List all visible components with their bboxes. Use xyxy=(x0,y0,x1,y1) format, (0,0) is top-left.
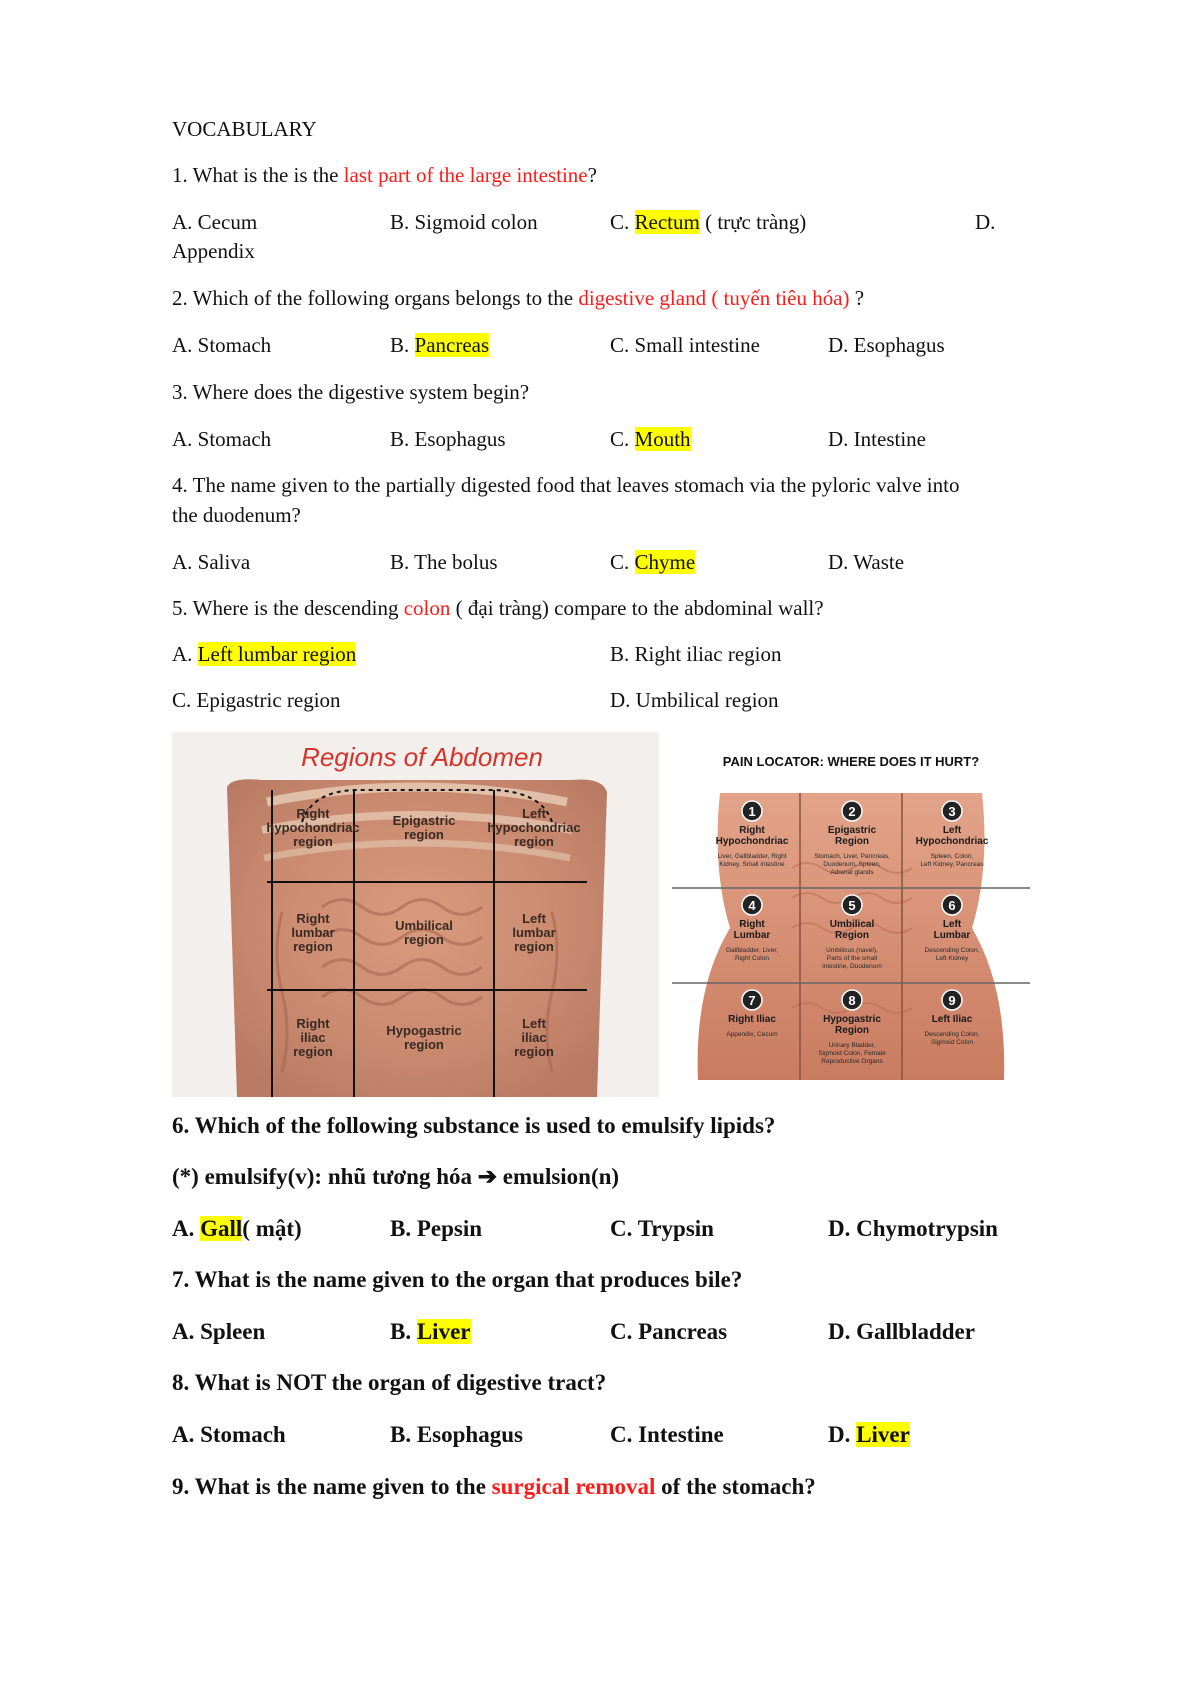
arrow-right-icon: ➔ xyxy=(477,1164,498,1189)
region-name: Region xyxy=(835,836,869,847)
q1-option-a: A. Cecum xyxy=(172,210,258,234)
q6-option-a xyxy=(172,1215,302,1243)
region-label-line: region xyxy=(514,1044,554,1059)
region-number: 7 xyxy=(748,993,756,1008)
region-name: Lumbar xyxy=(933,930,971,941)
region-label-line: iliac xyxy=(300,1030,326,1045)
question-2-text: 2. Which of the following organs belongs to the xyxy=(172,286,579,310)
region-organs: Descending Colon, xyxy=(924,947,980,954)
region-label-line: region xyxy=(404,1037,444,1052)
question-5-text: 5. Where is the descending xyxy=(172,596,404,620)
q6-option-b: B. Pepsin xyxy=(390,1216,483,1241)
q1-answer-highlight: Rectum xyxy=(634,210,700,234)
region-label-line: Epigastric xyxy=(392,813,456,828)
region-name: Epigastric xyxy=(827,825,877,836)
q5-option-b: B. Right iliac region xyxy=(610,642,782,666)
region-name: Right Iliac xyxy=(728,1014,776,1025)
region-organs: Parts of the small xyxy=(826,955,878,962)
q6-option-c: C. Trypsin xyxy=(610,1216,714,1241)
q8-option-a: A. Stomach xyxy=(172,1422,286,1447)
region-label-line: hypochondriac xyxy=(266,820,360,835)
q3-option-b: B. Esophagus xyxy=(390,427,506,451)
q2-option-d: D. Esophagus xyxy=(828,333,945,357)
q4-option-d: D. Waste xyxy=(828,550,905,574)
q2-answer-highlight: Pancreas xyxy=(414,333,490,357)
q2-option-a: A. Stomach xyxy=(172,333,272,357)
region-number: 8 xyxy=(848,993,856,1008)
q3-option-c-letter: C. xyxy=(610,427,635,451)
region-name: Left xyxy=(942,825,962,836)
region-label-line: Left xyxy=(522,1016,546,1031)
q4-answer-highlight: Chyme xyxy=(634,550,696,574)
q8-option-d xyxy=(828,1421,910,1449)
q3-answer-highlight: Mouth xyxy=(634,427,691,451)
question-1-end: ? xyxy=(587,163,597,187)
q1-option-c-translation: ( trực tràng) xyxy=(699,210,807,234)
q5-answer-highlight: Left lumbar region xyxy=(197,642,357,666)
q7-option-a: A. Spleen xyxy=(172,1319,266,1344)
region-label-line: region xyxy=(404,827,444,842)
question-1 xyxy=(172,161,597,189)
question-4-line-2: the duodenum? xyxy=(172,503,301,527)
region-label-line: region xyxy=(293,1044,333,1059)
pain-locator-title: PAIN LOCATOR: WHERE DOES IT HURT? xyxy=(722,754,980,769)
region-organs: Sigmoid Colon, Female xyxy=(818,1050,886,1057)
region-name: Left Iliac xyxy=(931,1014,973,1025)
q5-option-a-letter: A. xyxy=(172,642,198,666)
question-2-keyword: digestive gland ( tuyến tiêu hóa) xyxy=(578,286,850,310)
region-label-line: Hypogastric xyxy=(386,1023,462,1038)
question-5-end: ( đại tràng) compare to the abdominal wall? xyxy=(450,596,824,620)
q4-option-a: A. Saliva xyxy=(172,550,251,574)
region-label-line: region xyxy=(514,939,554,954)
q8-option-c: C. Intestine xyxy=(610,1422,724,1447)
region-organs: Right Colon xyxy=(735,955,769,962)
region-label-line: region xyxy=(293,939,333,954)
question-8: 8. What is NOT the organ of digestive tract? xyxy=(172,1370,607,1395)
region-organs: Stomach, Liver, Pancreas, xyxy=(814,853,890,860)
region-organs: Urinary Bladder, xyxy=(828,1042,876,1049)
region-organs: Appendix, Cecum xyxy=(726,1031,778,1038)
regions-figure-title: Regions of Abdomen xyxy=(301,742,543,772)
q7-option-b-letter: B. xyxy=(390,1319,417,1344)
region-number: 6 xyxy=(948,898,956,913)
question-3: 3. Where does the digestive system begin? xyxy=(172,380,530,404)
q6-option-a-translation: ( mật) xyxy=(242,1216,302,1241)
region-label-line: iliac xyxy=(521,1030,547,1045)
region-organs: Sigmoid Colon xyxy=(930,1039,974,1046)
q6-note-end: emulsion(n) xyxy=(497,1164,620,1189)
region-organs: Umbilicus (navel), xyxy=(826,947,878,954)
q7-answer-highlight: Liver xyxy=(416,1319,471,1344)
region-organs: intestine, Duodenum xyxy=(822,963,882,970)
q5-option-c: C. Epigastric region xyxy=(172,688,341,712)
region-label-line: region xyxy=(514,834,554,849)
region-name: Region xyxy=(835,1025,869,1036)
question-9-end: of the stomach? xyxy=(655,1474,816,1499)
question-9-keyword: surgical removal xyxy=(491,1474,656,1499)
regions-of-abdomen-figure xyxy=(172,732,659,1097)
region-label-line: lumbar xyxy=(291,925,335,940)
q3-option-a: A. Stomach xyxy=(172,427,272,451)
q5-option-d: D. Umbilical region xyxy=(610,688,779,712)
region-name: Hypogastric xyxy=(823,1014,881,1025)
q1-option-b: B. Sigmoid colon xyxy=(390,210,538,234)
region-name: Hypochondriac xyxy=(715,836,789,847)
q2-option-b xyxy=(390,331,489,359)
q2-option-c: C. Small intestine xyxy=(610,333,760,357)
q1-option-d-text: Appendix xyxy=(172,239,255,263)
region-number: 9 xyxy=(948,993,956,1008)
pain-locator-figure xyxy=(672,748,1030,1080)
region-name: Region xyxy=(835,930,869,941)
question-9-text: 9. What is the name given to the xyxy=(172,1474,492,1499)
question-6: 6. Which of the following substance is used to emulsify lipids? xyxy=(172,1113,776,1138)
region-label-line: Right xyxy=(296,1016,330,1031)
region-name: Umbilical xyxy=(829,919,875,930)
region-label-line: Umbilical xyxy=(395,918,453,933)
region-label-line: lumbar xyxy=(512,925,556,940)
region-organs: Liver, Gallbladder, Right xyxy=(717,853,787,860)
q8-answer-highlight: Liver xyxy=(856,1422,910,1447)
question-5 xyxy=(172,594,824,622)
question-2-end: ? xyxy=(849,286,865,310)
region-organs: Left Kidney xyxy=(935,955,969,962)
region-label-line: region xyxy=(293,834,333,849)
q6-note xyxy=(172,1163,619,1191)
question-7: 7. What is the name given to the organ that produces bile? xyxy=(172,1267,743,1292)
q1-option-d: D. xyxy=(975,210,996,234)
region-number: 2 xyxy=(848,804,856,819)
region-label-line: Right xyxy=(296,806,330,821)
region-organs: Left Kidney, Pancreas xyxy=(920,861,984,868)
q8-option-d-letter: D. xyxy=(828,1422,857,1447)
region-organs: Gallbladder, Liver, xyxy=(725,947,779,954)
region-label xyxy=(291,911,334,954)
q6-answer-highlight: Gall xyxy=(200,1216,243,1241)
region-name: Right xyxy=(739,919,765,930)
region-label-line: region xyxy=(404,932,444,947)
region-name: Right xyxy=(739,825,765,836)
q1-option-c xyxy=(610,208,806,236)
question-1-text: 1. What is the is the xyxy=(172,163,344,187)
q7-option-c: C. Pancreas xyxy=(610,1319,728,1344)
region-label-line: Right xyxy=(296,911,330,926)
region-number: 4 xyxy=(748,898,756,913)
q4-option-b: B. The bolus xyxy=(390,550,498,574)
region-name: Left xyxy=(942,919,962,930)
q8-option-b: B. Esophagus xyxy=(390,1422,523,1447)
q6-option-d: D. Chymotrypsin xyxy=(828,1216,998,1241)
question-9 xyxy=(172,1473,816,1501)
page-heading: VOCABULARY xyxy=(172,117,317,141)
region-organs: Kidney, Small intestine xyxy=(719,861,785,868)
region-name: Lumbar xyxy=(733,930,771,941)
q3-option-d: D. Intestine xyxy=(828,427,926,451)
q2-option-b-letter: B. xyxy=(390,333,415,357)
region-number: 3 xyxy=(948,804,956,819)
region-label-line: Left xyxy=(522,911,546,926)
region-number: 1 xyxy=(748,804,756,819)
question-1-keyword: last part of the large intestine xyxy=(343,163,588,187)
q4-option-c-letter: C. xyxy=(610,550,635,574)
q7-option-b xyxy=(390,1318,471,1346)
region-organs: Reproductive Organs xyxy=(821,1058,883,1065)
region-number: 5 xyxy=(848,898,856,913)
q6-option-a-letter: A. xyxy=(172,1216,201,1241)
region-organs: Duodenum, Spleen, xyxy=(823,861,881,868)
region-label-line: Left xyxy=(522,806,546,821)
q1-option-c-letter: C. xyxy=(610,210,635,234)
region-organs: Spleen, Colon, xyxy=(930,853,974,860)
question-4-line-1: 4. The name given to the partially digested food that leaves stomach via the pyloric valve into xyxy=(172,473,960,497)
question-5-keyword: colon xyxy=(403,596,451,620)
region-organs: Adrenal glands xyxy=(830,869,874,876)
q6-note-text: (*) emulsify(v): nhũ tương hóa xyxy=(172,1164,478,1189)
question-2 xyxy=(172,284,864,312)
region-organs: Descending Colon, xyxy=(924,1031,980,1038)
q5-option-a xyxy=(172,640,356,668)
q7-option-d: D. Gallbladder xyxy=(828,1319,975,1344)
q4-option-c xyxy=(610,548,695,576)
q3-option-c xyxy=(610,425,691,453)
region-name: Hypochondriac xyxy=(915,836,989,847)
region-label-line: hypochondriac xyxy=(487,820,581,835)
